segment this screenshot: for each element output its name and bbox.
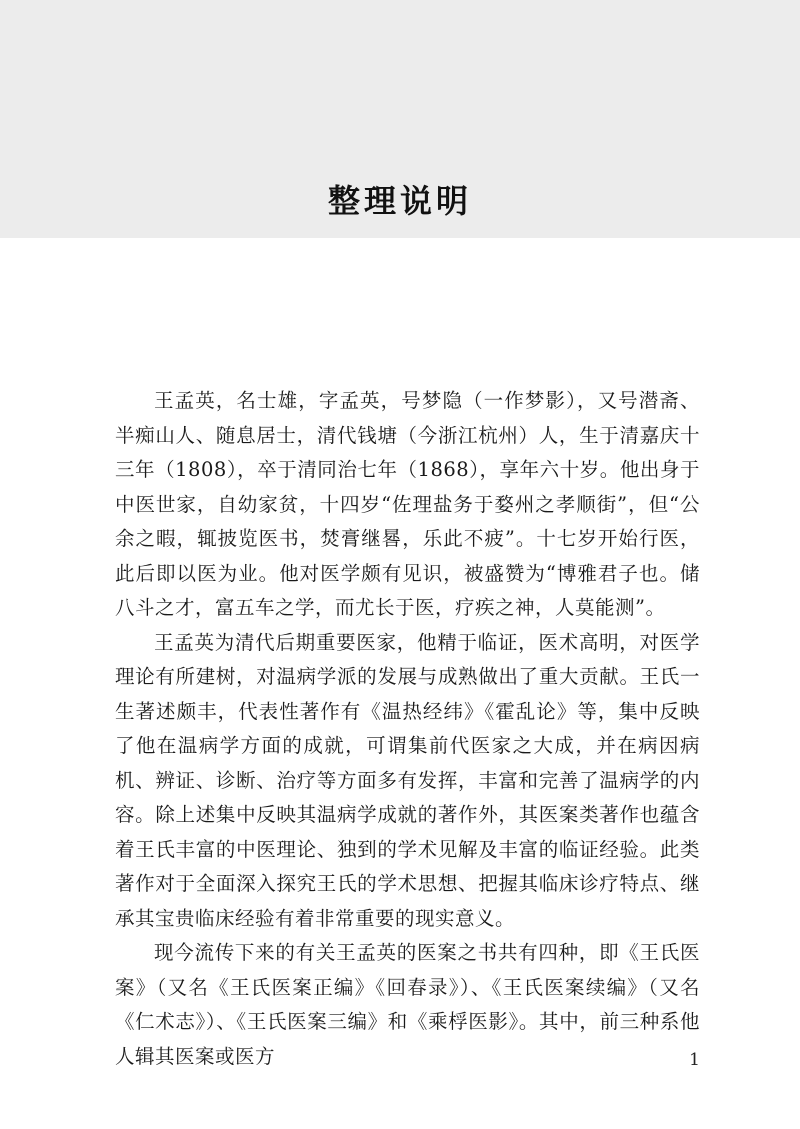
page-number: 1 [689,1050,700,1070]
paragraph-biography: 王孟英，名士雄，字孟英，号梦隐（一作梦影），又号潜斋、半痴山人、随息居士，清代钱塘（今浙江杭州）人，生于清嘉庆十三年（1808），卒于清同治七年（1868），享年六十岁。他出身于中医世家，自幼家贫，十四岁“佐理盐务于婺州之孝顺街”，但“公余之暇，辄披览医书，焚膏继晷，乐此不疲”。十七岁开始行医，此后即以医为业。他对医学颇有见识，被盛赞为“博雅君子也。储八斗之才，富五车之学，而尤长于医，疗疾之神，人莫能测”。 [115,389,700,619]
page-title: 整理说明 [327,182,472,221]
paragraph-contributions: 王孟英为清代后期重要医家，他精于临证，医术高明，对医学理论有所建树，对温病学派的发展与成熟做出了重大贡献。王氏一生著述颇丰，代表性著作有《温热经纬》《霍乱论》等，集中反映了他在温病学方面的成就，可谓集前代医家之大成，并在病因病机、辨证、诊断、治疗等方面多有发挥，丰富和完善了温病学的内容。除上述集中反映其温病学成就的著作外，其医案类著作也蕴含着王氏丰富的中医理论、独到的学术见解及丰富的临证经验。此类著作对于全面深入探究王氏的学术思想、把握其临床诊疗特点、继承其宝贵临床经验有着非常重要的现实意义。 [115,630,700,930]
header-band [0,0,800,238]
paragraph-medical-cases: 现今流传下来的有关王孟英的医案之书共有四种，即《王氏医案》（又名《王氏医案正编》《回春录》）、《王氏医案续编》（又名《仁术志》）、《王氏医案三编》和《乘桴医影》。其中，前三种系他人辑其医案或医方 [115,941,700,1068]
body-text [115,384,700,1074]
